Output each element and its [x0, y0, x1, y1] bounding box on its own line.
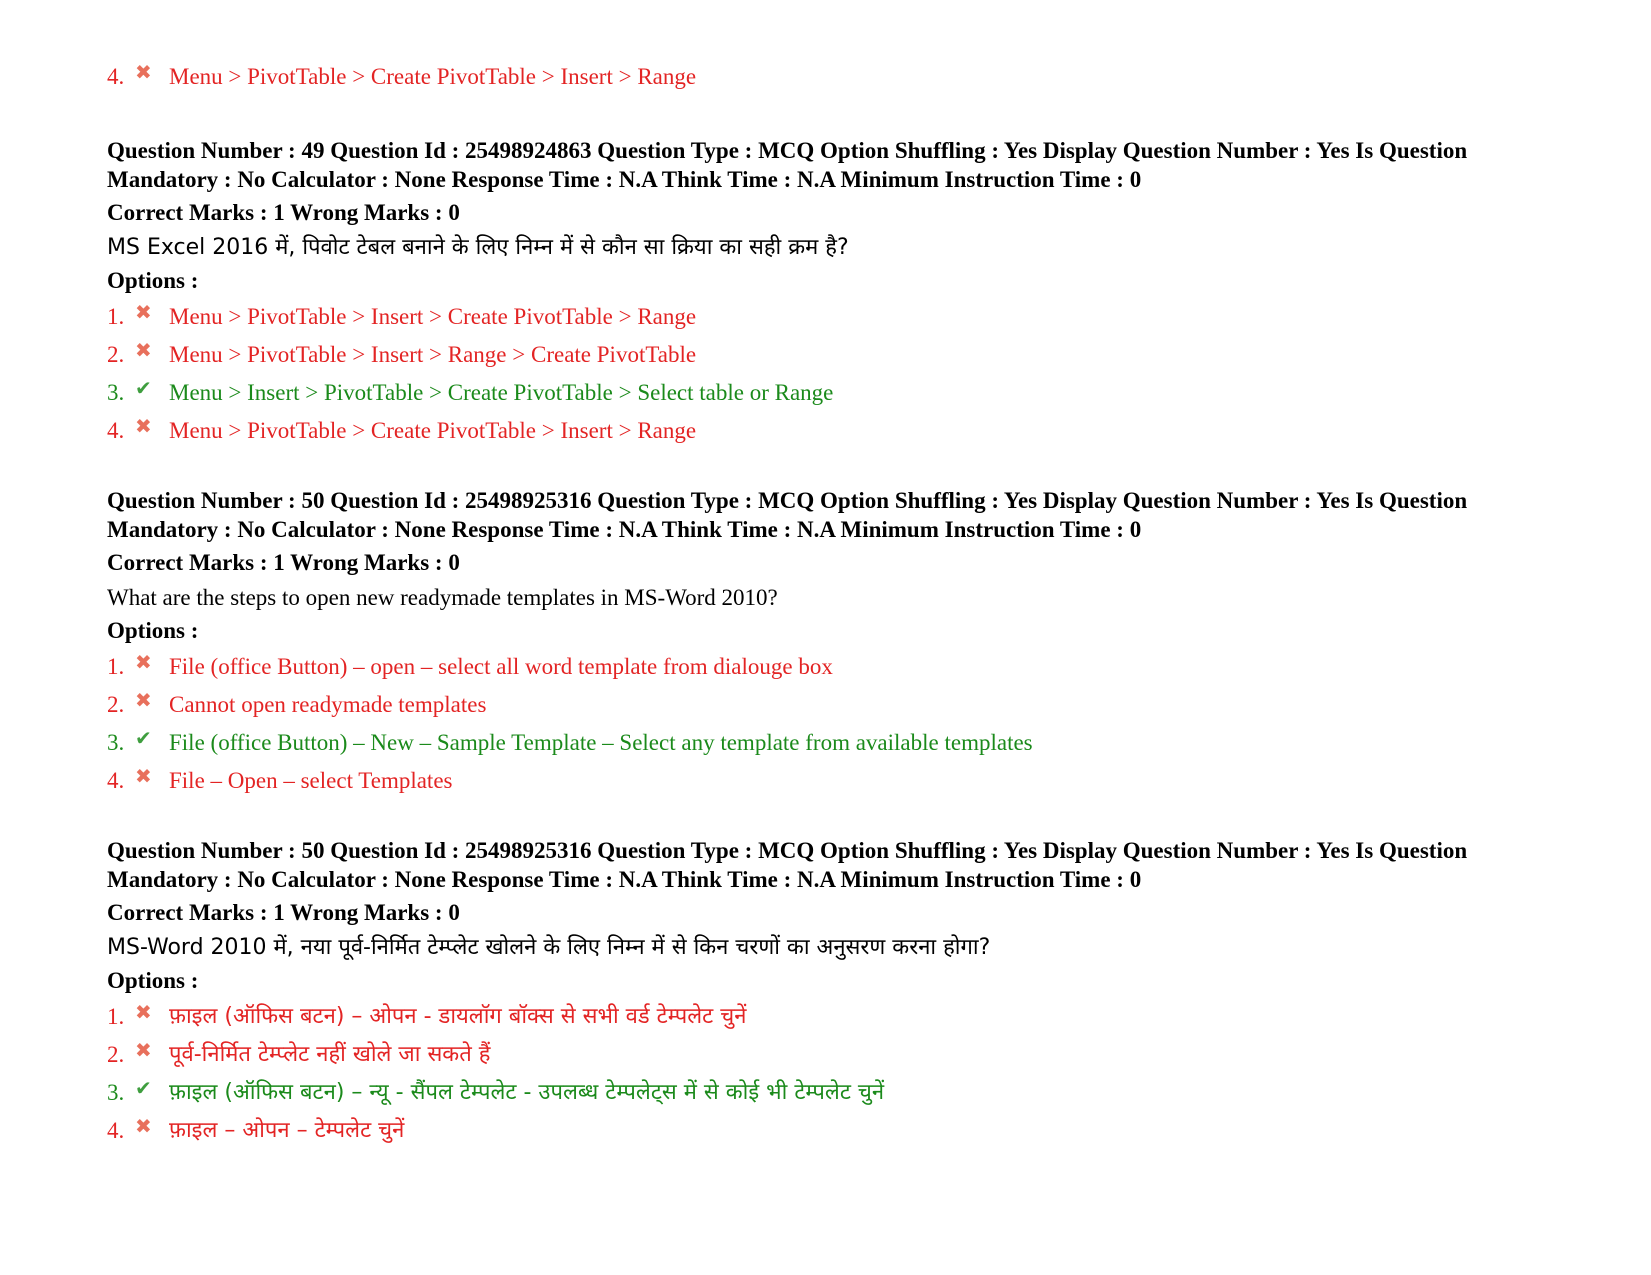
option-number: 2. [107, 692, 125, 717]
option-number: 3. [107, 1080, 125, 1105]
option-number: 3. [107, 380, 125, 405]
option-row [107, 298, 1607, 336]
option-row [107, 998, 1607, 1036]
option-text: File – Open – select Templates [169, 768, 453, 793]
option-number: 4. [107, 64, 125, 89]
option-row [107, 762, 1607, 800]
option-row-correct [107, 724, 1607, 762]
question-block-50-en [107, 486, 1607, 800]
options-label: Options : [107, 618, 199, 643]
option-text: Cannot open readymade templates [169, 692, 487, 717]
option-row-correct [107, 374, 1607, 412]
option-number: 2. [107, 342, 125, 367]
cross-icon: ✖ [135, 414, 152, 438]
option-number: 1. [107, 304, 125, 329]
question-marks: Correct Marks : 1 Wrong Marks : 0 [107, 900, 460, 925]
question-text: MS Excel 2016 में, पिवोट टेबल बनाने के लिए निम्न में से कौन सा क्रिया का सही क्रम है? [107, 235, 849, 260]
question-meta: Question Number : 50 Question Id : 25498925316 Question Type : MCQ Option Shuffling : Yes Display Question Number : Yes Is Question Mandatory : No Calculator : None Response Time : N.A Think Time : N.A Minimum Instruction Time : 0 [107, 838, 1468, 892]
question-block-49 [107, 136, 1607, 450]
option-text: फ़ाइल (ऑफिस बटन) – न्यू - सैंपल टेम्पलेट - उपलब्ध टेम्पलेट्स में से कोई भी टेम्पलेट चुनें [169, 1080, 885, 1105]
option-row [107, 412, 1607, 450]
option-text: पूर्व-निर्मित टेम्प्लेट नहीं खोले जा सकते हैं [169, 1042, 491, 1067]
option-row [107, 686, 1607, 724]
question-paper [107, 58, 1607, 1150]
option-text: Menu > PivotTable > Insert > Range > Create PivotTable [169, 342, 697, 367]
option-number: 1. [107, 654, 125, 679]
question-text: MS-Word 2010 में, नया पूर्व-निर्मित टेम्प्लेट खोलने के लिए निम्न में से किन चरणों का अनुसरण करना होगा? [107, 935, 991, 960]
option-number: 4. [107, 1118, 125, 1143]
option-number: 2. [107, 1042, 125, 1067]
options-label: Options : [107, 968, 199, 993]
option-number: 4. [107, 418, 125, 443]
option-row-correct [107, 1074, 1607, 1112]
option-text: File (office Button) – open – select all word template from dialouge box [169, 654, 833, 679]
option-text: Menu > PivotTable > Insert > Create PivotTable > Range [169, 304, 697, 329]
cross-icon: ✖ [135, 688, 152, 712]
option-row [107, 648, 1607, 686]
option-row [107, 336, 1607, 374]
previous-question-tail [107, 58, 1607, 96]
option-text: Menu > PivotTable > Create PivotTable > Insert > Range [169, 418, 697, 443]
option-row [107, 1112, 1607, 1150]
option-text: फ़ाइल (ऑफिस बटन) – ओपन - डायलॉग बॉक्स से सभी वर्ड टेम्पलेट चुनें [169, 1004, 747, 1029]
option-text: File (office Button) – New – Sample Template – Select any template from available templates [169, 730, 1033, 755]
option-row [107, 58, 1607, 96]
option-number: 3. [107, 730, 125, 755]
check-icon: ✔ [135, 1076, 152, 1100]
question-meta: Question Number : 49 Question Id : 25498924863 Question Type : MCQ Option Shuffling : Yes Display Question Number : Yes Is Question Mandatory : No Calculator : None Response Time : N.A Think Time : N.A Minimum Instruction Time : 0 [107, 138, 1468, 192]
cross-icon: ✖ [135, 1000, 152, 1024]
question-marks: Correct Marks : 1 Wrong Marks : 0 [107, 200, 460, 225]
option-number: 1. [107, 1004, 125, 1029]
check-icon: ✔ [135, 376, 152, 400]
cross-icon: ✖ [135, 1114, 152, 1138]
cross-icon: ✖ [135, 650, 152, 674]
option-text: फ़ाइल – ओपन – टेम्पलेट चुनें [169, 1118, 405, 1143]
cross-icon: ✖ [135, 300, 152, 324]
cross-icon: ✖ [135, 764, 152, 788]
cross-icon: ✖ [135, 338, 152, 362]
question-meta: Question Number : 50 Question Id : 25498925316 Question Type : MCQ Option Shuffling : Yes Display Question Number : Yes Is Question Mandatory : No Calculator : None Response Time : N.A Think Time : N.A Minimum Instruction Time : 0 [107, 488, 1468, 542]
cross-icon: ✖ [135, 60, 152, 84]
question-marks: Correct Marks : 1 Wrong Marks : 0 [107, 550, 460, 575]
option-row [107, 1036, 1607, 1074]
cross-icon: ✖ [135, 1038, 152, 1062]
options-label: Options : [107, 268, 199, 293]
check-icon: ✔ [135, 726, 152, 750]
option-text: Menu > PivotTable > Create PivotTable > Insert > Range [169, 64, 697, 89]
option-text: Menu > Insert > PivotTable > Create PivotTable > Select table or Range [169, 380, 834, 405]
question-block-50-hi [107, 836, 1607, 1150]
question-text: What are the steps to open new readymade templates in MS-Word 2010? [107, 585, 778, 610]
option-number: 4. [107, 768, 125, 793]
